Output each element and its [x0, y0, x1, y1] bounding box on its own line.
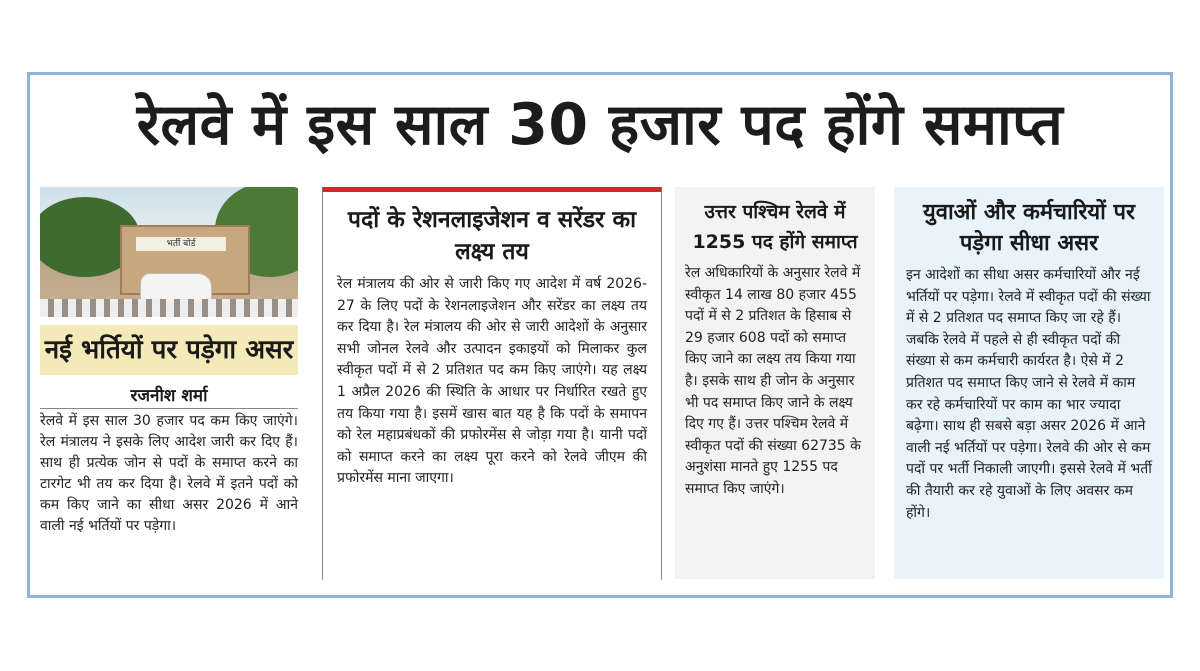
lead-paragraph: रेलवे में इस साल 30 हजार पद कम किए जाएंगे। रेल मंत्रालय ने इसके लिए आदेश जारी कर दिए हैं। साथ ही प्रत्येक जोन से पदों के समाप्त करने का टारगेट भी तय कर दिया है। रेलवे में इतने पदों को कम किए जाने का सीधा असर 2026 में आने वाली नई भर्तियों पर पड़ेगा। — [40, 413, 298, 534]
column-north-west-railway — [675, 187, 875, 579]
column-title: उत्तर पश्चिम रेलवे में 1255 पद होंगे समाप्त — [692, 201, 858, 253]
recruitment-board-photo — [40, 187, 298, 317]
column-lead — [40, 187, 298, 587]
car-shape — [140, 273, 212, 301]
building-sign: भर्ती बोर्ड — [136, 237, 226, 251]
fence-shape — [40, 299, 298, 317]
column-rationalization — [322, 187, 662, 580]
column-paragraph: रेल मंत्रालय की ओर से जारी किए गए आदेश में वर्ष 2026-27 के लिए पदों के रेशनलाइजेशन और सरेंडर का लक्ष्य तय कर दिया है। रेल मंत्रालय की ओर से जारी आदेशों के अनुसार सभी जोनल रेलवे और उत्पादन इकाइयों को मिलाकर कुल स्वीकृत पदों में से 2 प्रतिशत पद कम किए जाएंगे। यह लक्ष्य 1 अप्रैल 2026 की स्थिति के आधार पर निर्धारित रखते हुए तय किया गया है। इसमें खास बात यह है कि पदों के समापन को रेल महाप्रबंधकों की प्रफोरमेंस से जोड़ा गया है। यानी पदों को समाप्त करने का लक्ष्य पूरा करने को रेलवे जीएम की प्रफोरमेंस माना जाएगा। — [337, 276, 647, 487]
column-title: युवाओं और कर्मचारियों पर पड़ेगा सीधा असर — [922, 200, 1136, 256]
column-youth-impact — [894, 187, 1164, 579]
byline: रजनीश शर्मा — [40, 383, 298, 409]
column-paragraph: इन आदेशों का सीधा असर कर्मचारियों और नई भर्तियों पर पड़ेगा। रेलवे में स्वीकृत पदों की संख्या में से 2 प्रतिशत पद समाप्त किए जा रहे हैं। जबकि रेलवे में पहले से ही स्वीकृत पदों की संख्या से कम कर्मचारी कार्यरत है। ऐसे में 2 प्रतिशत पद समाप्त किए जाने से रेलवे में काम कर रहे कर्मचारियों पर काम का भार ज्यादा बढ़ेगा। साथ ही सबसे बड़ा असर 2026 में आने वाली नई भर्तियों पर पड़ेगा। रेलवे की ओर से कम पदों पर भर्ती निकाली जाएगी। इससे रेलवे में भर्ती की तैयारी कर रहे युवाओं के लिए अवसर कम होंगे। — [906, 267, 1152, 521]
column-paragraph: रेल अधिकारियों के अनुसार रेलवे में स्वीकृत 14 लाख 80 हजार 455 पदों में से 2 प्रतिशत के हिसाब से 29 हजार 608 पदों को समाप्त किए जाने का लक्ष्य तय किया गया है। इसके साथ ही जोन के अनुसार भी पद समाप्त किए जाने के लक्ष्य दिए गए हैं। उत्तर पश्चिम रेलवे में स्वीकृत पदों की संख्या 62735 के अनुशंसा मानते हुए 1255 पद समाप्त किए जाएंगे। — [685, 265, 861, 497]
subheadline-banner: नई भर्तियों पर पड़ेगा असर — [40, 325, 298, 375]
news-clipping-frame — [27, 72, 1173, 598]
headline: रेलवे में इस साल 30 हजार पद होंगे समाप्त — [136, 92, 1064, 158]
column-title: पदों के रेशनलाइजेशन व सरेंडर का लक्ष्य तय — [347, 207, 637, 265]
